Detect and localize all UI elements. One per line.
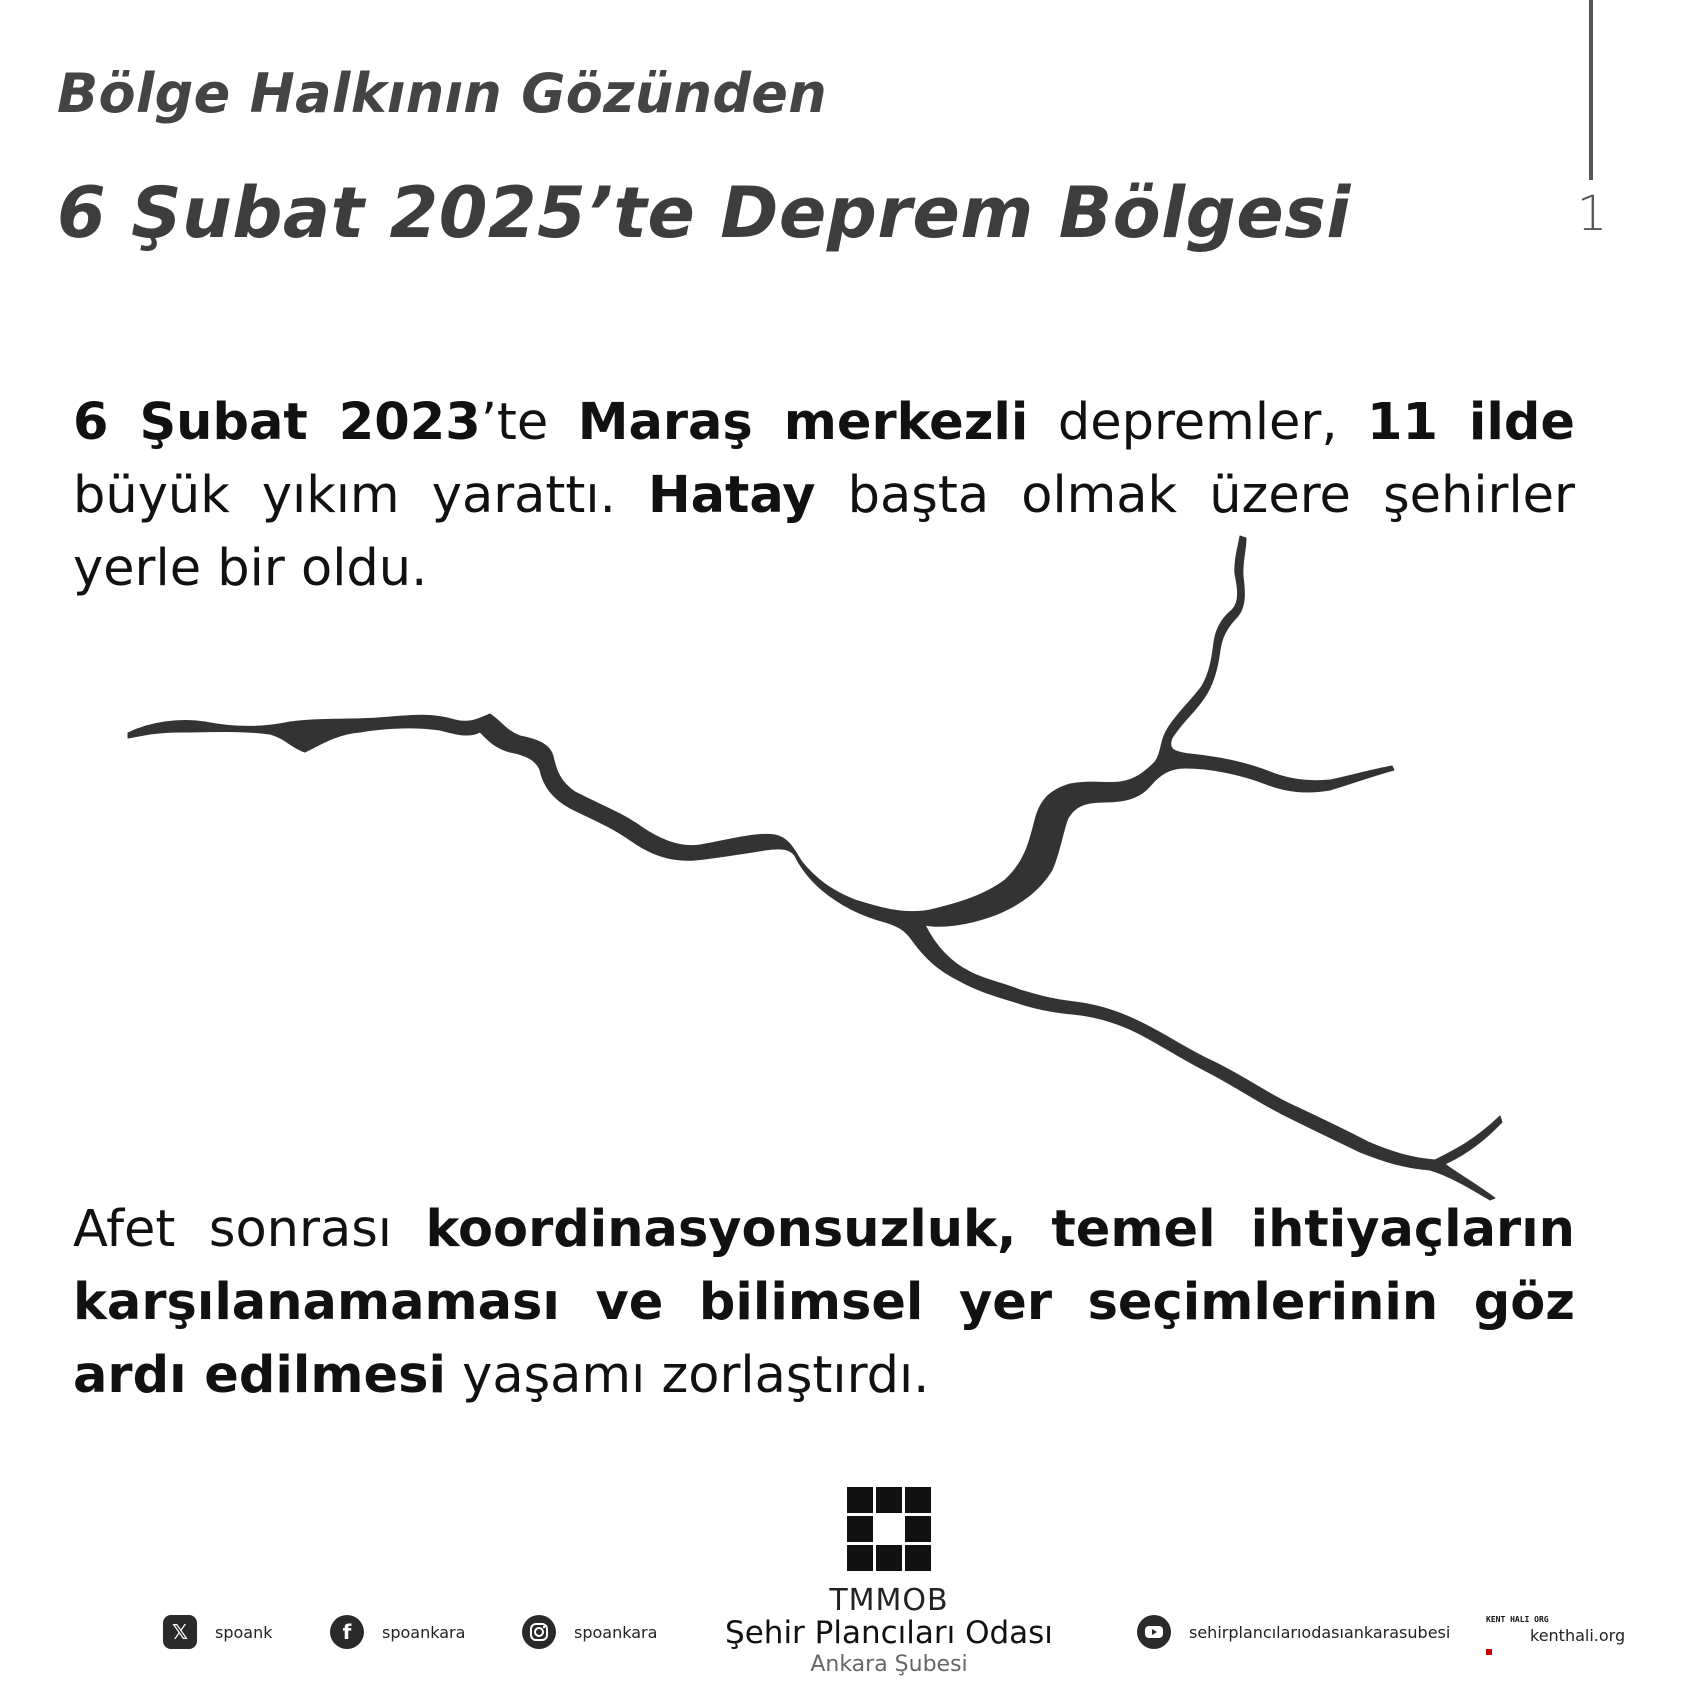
kenthali-logo — [1486, 1615, 1549, 1655]
social-handle: kenthali.org — [1530, 1625, 1626, 1645]
social-handle: sehirplancılarıodasıankarasubesi — [1189, 1622, 1451, 1642]
facebook-icon: f — [330, 1615, 364, 1649]
social-facebook[interactable] — [330, 1615, 465, 1649]
social-handle: spoankara — [574, 1622, 658, 1642]
text-span: Afet sonrası — [73, 1200, 426, 1259]
logo-block — [876, 1545, 902, 1571]
logo-block — [847, 1487, 873, 1513]
closing-paragraph — [73, 1193, 1575, 1412]
date-text: 6 Şubat 2023 — [73, 393, 481, 452]
kenthali-logo-text: KENT HALI ORG — [1486, 1615, 1549, 1624]
instagram-icon — [522, 1615, 556, 1649]
tmmob-logo — [847, 1487, 931, 1571]
social-handle: spoankara — [382, 1622, 466, 1642]
social-instagram[interactable] — [522, 1615, 657, 1649]
youtube-icon — [1137, 1615, 1171, 1649]
social-website[interactable] — [1486, 1615, 1625, 1655]
logo-block — [847, 1516, 873, 1542]
logo-block — [905, 1487, 931, 1513]
count-text: 11 ilde — [1367, 393, 1575, 452]
logo-block — [876, 1487, 902, 1513]
org-name-line1: TMMOB — [829, 1583, 949, 1618]
subtitle: Bölge Halkının Gözünden — [57, 62, 827, 125]
location-text: Maraş merkezli — [577, 393, 1029, 452]
logo-block — [847, 1545, 873, 1571]
text-span: yaşamı zorlaştırdı. — [445, 1346, 930, 1405]
text-span: depremler, — [1028, 393, 1367, 452]
logo-hole — [876, 1516, 902, 1542]
social-x[interactable] — [163, 1615, 273, 1649]
text-span: ’te — [480, 393, 578, 452]
social-youtube[interactable] — [1137, 1615, 1450, 1649]
social-handle: spoank — [215, 1622, 273, 1642]
page-number: 1 — [1576, 186, 1608, 242]
page-title: 6 Şubat 2025’te Deprem Bölgesi — [57, 172, 1351, 254]
org-name-line2: Şehir Plancıları Odası — [725, 1615, 1053, 1651]
text-span: başta olmak üzere şehirler yerle bir oldu. — [73, 466, 1575, 598]
city-text: Hatay — [647, 466, 816, 525]
logo-block — [905, 1545, 931, 1571]
org-name-line3: Ankara Şubesi — [810, 1652, 968, 1677]
text-span: büyük yıkım yarattı. — [73, 466, 648, 525]
x-icon: 𝕏 — [163, 1615, 197, 1649]
logo-block — [905, 1516, 931, 1542]
problems-text: koordinasyonsuzluk, temel ihtiyaçların karşılanamaması ve bilimsel yer seçimlerinin göz ardı edilmesi — [73, 1200, 1575, 1405]
